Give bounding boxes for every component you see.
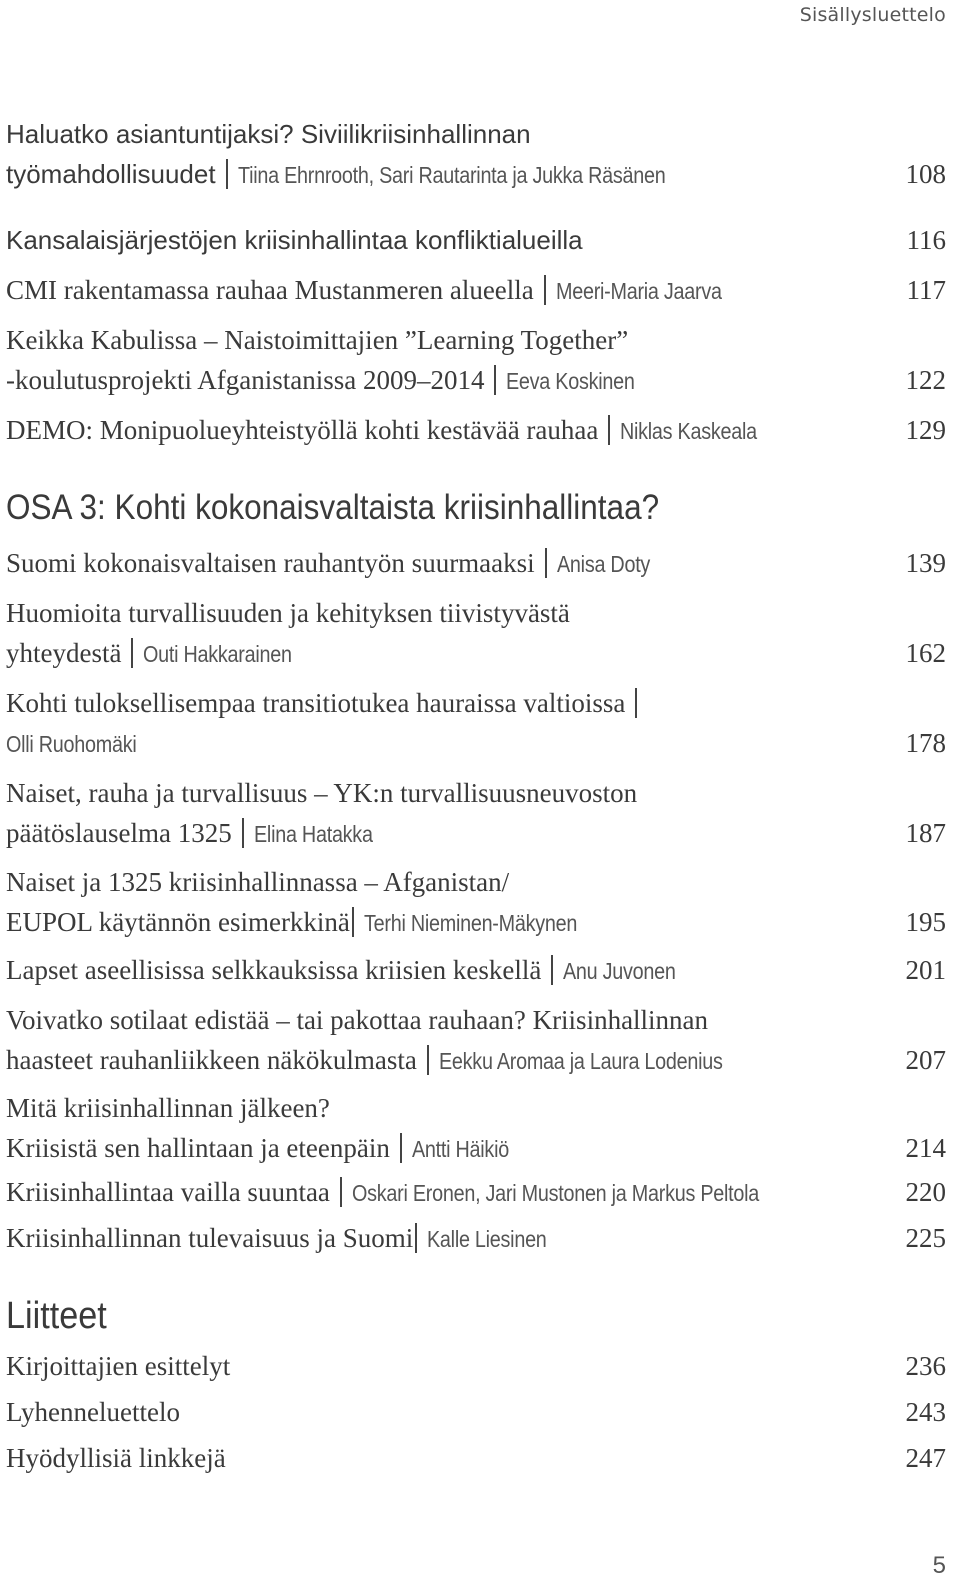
toc-entry-author: Anisa Doty <box>556 551 650 577</box>
appendix-heading: Liitteet <box>6 1295 107 1337</box>
separator-bar <box>545 548 547 578</box>
separator-bar <box>551 955 553 985</box>
toc-entry-page: 162 <box>905 638 946 668</box>
toc-entry-title-line1: Naiset ja 1325 kriisinhallinnassa – Afganistan/ <box>6 867 510 897</box>
toc-entry-author: Tiina Ehrnrooth, Sari Rautarinta ja Jukka Räsänen <box>237 162 666 188</box>
toc-entry-title-line1: Kohti tuloksellisempaa transitiotukea hauraissa valtioissa <box>6 688 626 718</box>
separator-bar <box>635 688 637 718</box>
toc-entry-page: 187 <box>905 818 946 848</box>
toc-entry-page: 201 <box>905 955 946 985</box>
toc-entry[interactable] <box>6 320 946 401</box>
toc-entry-title-line1: Voivatko sotilaat edistää – tai pakottaa rauhaan? Kriisinhallinnan <box>6 1005 709 1035</box>
toc-entry-title: CMI rakentamassa rauhaa Mustanmeren alueella <box>6 275 534 305</box>
toc-entry-author: Anu Juvonen <box>563 958 677 984</box>
toc-entry[interactable] <box>6 1392 946 1432</box>
toc-entry[interactable] <box>6 593 946 674</box>
toc-entry-page: 220 <box>905 1177 946 1207</box>
toc-entry[interactable] <box>6 1218 946 1259</box>
toc-entry-author: Niklas Kaskeala <box>620 418 758 444</box>
toc-entry[interactable] <box>6 410 946 451</box>
toc-entry-page: 139 <box>905 548 946 578</box>
toc-entry[interactable] <box>6 1438 946 1478</box>
separator-bar <box>340 1177 342 1207</box>
toc-entry[interactable] <box>6 1172 946 1213</box>
separator-bar <box>400 1133 402 1163</box>
toc-entry[interactable] <box>6 270 946 311</box>
section-heading: OSA 3: Kohti kokonaisvaltaista kriisinhallintaa? <box>6 488 660 527</box>
toc-entry[interactable] <box>6 1088 946 1169</box>
toc-entry-author: Oskari Eronen, Jari Mustonen ja Markus Peltola <box>351 1180 759 1206</box>
toc-entry[interactable] <box>6 683 946 764</box>
toc-entry[interactable] <box>6 773 946 854</box>
toc-entry-title-line1: Mitä kriisinhallinnan jälkeen? <box>6 1093 330 1123</box>
toc-entry-page: 117 <box>906 275 946 305</box>
toc-entry-page: 122 <box>905 365 946 395</box>
toc-entry-title: Lyhenneluettelo <box>6 1397 180 1427</box>
toc-entry-title: Hyödyllisiä linkkejä <box>6 1443 226 1473</box>
toc-entry-author: Eekku Aromaa ja Laura Lodenius <box>438 1048 723 1074</box>
toc-entry-title: Lapset aseellisissa selkkauksissa kriisien keskellä <box>6 955 542 985</box>
separator-bar <box>415 1223 417 1253</box>
toc-entry-page: 116 <box>906 225 946 255</box>
toc-entry-author: Kalle Liesinen <box>427 1226 547 1252</box>
toc-entry-title-line1: Haluatko asiantuntijaksi? Siviilikriisinhallinnan <box>6 119 531 149</box>
running-head: Sisällysluettelo <box>799 4 946 26</box>
page-number: 5 <box>932 1552 946 1579</box>
toc-entry-page: 129 <box>905 415 946 445</box>
separator-bar <box>242 818 244 848</box>
separator-bar <box>608 415 610 445</box>
separator-bar <box>544 275 546 305</box>
toc-entry[interactable] <box>6 1346 946 1386</box>
toc-entry-page: 207 <box>905 1045 946 1075</box>
toc-entry-title: työmahdollisuudet <box>6 159 216 189</box>
toc-entry-title: -koulutusprojekti Afganistanissa 2009–2014 <box>6 365 485 395</box>
toc-entry[interactable] <box>6 114 946 195</box>
separator-bar <box>226 159 228 189</box>
toc-entry-page: 178 <box>905 728 946 758</box>
toc-entry-author: Antti Häikiö <box>411 1136 509 1162</box>
toc-entry-author: Outi Hakkarainen <box>143 641 293 667</box>
toc-entry-author: Meeri-Maria Jaarva <box>555 278 722 304</box>
toc-entry-page: 195 <box>905 907 946 937</box>
toc-entry-author: Olli Ruohomäki <box>6 731 137 757</box>
toc-entry-title: päätöslauselma 1325 <box>6 818 232 848</box>
toc-entry-title: Kriisinhallintaa vailla suuntaa <box>6 1177 330 1207</box>
toc-entry-title: Kriisistä sen hallintaan ja eteenpäin <box>6 1133 390 1163</box>
toc-entry-author: Terhi Nieminen-Mäkynen <box>363 910 578 936</box>
toc-entry-page: 225 <box>905 1223 946 1253</box>
toc-entry-title: Kirjoittajien esittelyt <box>6 1351 231 1381</box>
toc-entry-title: Kansalaisjärjestöjen kriisinhallintaa konfliktialueilla <box>6 225 583 255</box>
separator-bar <box>427 1045 429 1075</box>
toc-entry-title-line1: Huomioita turvallisuuden ja kehityksen tiivistyvästä <box>6 598 570 628</box>
toc-entry[interactable] <box>6 950 946 991</box>
toc-entry-title-line1: Naiset, rauha ja turvallisuus – YK:n turvallisuusneuvoston <box>6 778 638 808</box>
toc-entry-title: Kriisinhallinnan tulevaisuus ja Suomi <box>6 1223 414 1253</box>
toc-entry-title: EUPOL käytännön esimerkkinä <box>6 907 350 937</box>
toc-entry-page: 243 <box>905 1397 946 1427</box>
toc-entry-page: 247 <box>905 1443 946 1473</box>
toc-entry[interactable] <box>6 1000 946 1081</box>
toc-entry-page: 108 <box>905 159 946 189</box>
toc-entry-title: haasteet rauhanliikkeen näkökulmasta <box>6 1045 417 1075</box>
separator-bar <box>494 365 496 395</box>
toc-entry[interactable] <box>6 220 946 260</box>
toc-entry[interactable] <box>6 862 946 943</box>
toc-entry-title: Suomi kokonaisvaltaisen rauhantyön suurmaaksi <box>6 548 535 578</box>
toc-entry-title-line1: Keikka Kabulissa – Naistoimittajien ”Learning Together” <box>6 325 629 355</box>
toc-entry-author: Eeva Koskinen <box>506 368 636 394</box>
toc-entry-title: DEMO: Monipuolueyhteistyöllä kohti kestävää rauhaa <box>6 415 599 445</box>
toc-entry-page: 236 <box>905 1351 946 1381</box>
separator-bar <box>352 907 354 937</box>
separator-bar <box>131 638 133 668</box>
toc-entry-title: yhteydestä <box>6 638 122 668</box>
toc-entry-page: 214 <box>905 1133 946 1163</box>
toc-entry[interactable] <box>6 543 946 584</box>
toc-entry-author: Elina Hatakka <box>253 821 373 847</box>
